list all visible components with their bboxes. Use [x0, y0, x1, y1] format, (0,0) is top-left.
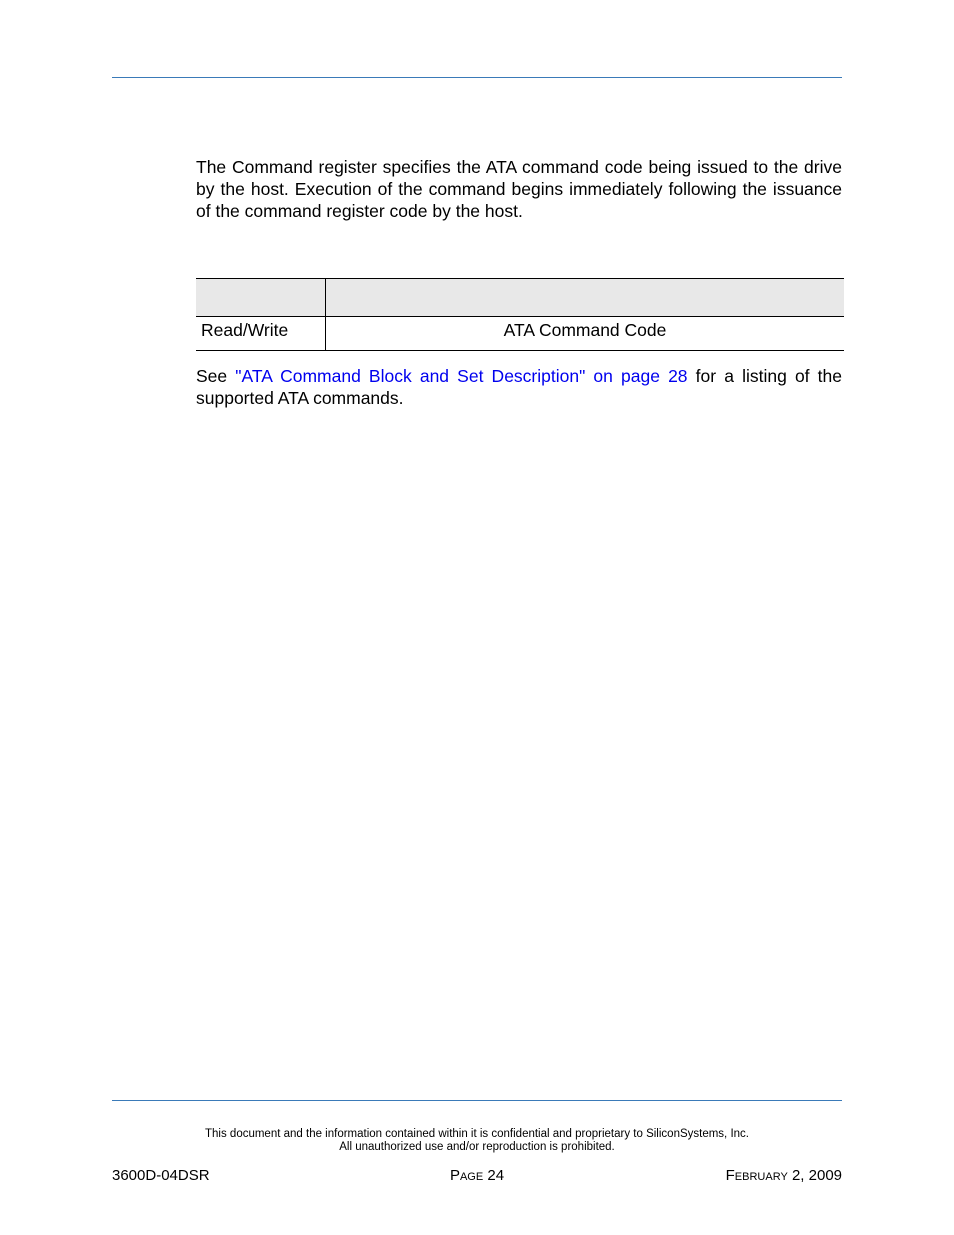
access-cell: Read/Write	[196, 317, 326, 351]
confidentiality-line-2: All unauthorized use and/or reproduction is prohibited.	[339, 1141, 615, 1153]
description-cell: ATA Command Code	[326, 317, 845, 351]
document-id: 3600D-04DSR	[112, 1167, 210, 1184]
intro-paragraph: The Command register specifies the ATA command code being issued to the drive by the host. Execution of the command begins immediately following the issuance of the command register code by the host.	[196, 157, 842, 221]
see-paragraph	[196, 365, 842, 409]
document-date: February 2, 2009	[725, 1167, 842, 1184]
see-suffix: for a listing of the supported ATA commands.	[196, 366, 842, 408]
table-header-cell	[326, 279, 845, 317]
command-register-table	[196, 278, 844, 351]
footer-rule	[112, 1100, 842, 1101]
confidentiality-line-1: This document and the information contained within it is confidential and proprietary to SiliconSystems, Inc.	[205, 1128, 749, 1140]
page-number: Page 24	[449, 1167, 505, 1184]
see-prefix: See	[196, 366, 236, 386]
table-row	[196, 317, 844, 351]
cross-reference-link[interactable]: "ATA Command Block and Set Description" on page 28	[235, 366, 688, 386]
table-header-cell	[196, 279, 326, 317]
header-rule	[112, 77, 842, 78]
confidentiality-notice	[112, 1128, 842, 1154]
table-header-row	[196, 279, 844, 317]
